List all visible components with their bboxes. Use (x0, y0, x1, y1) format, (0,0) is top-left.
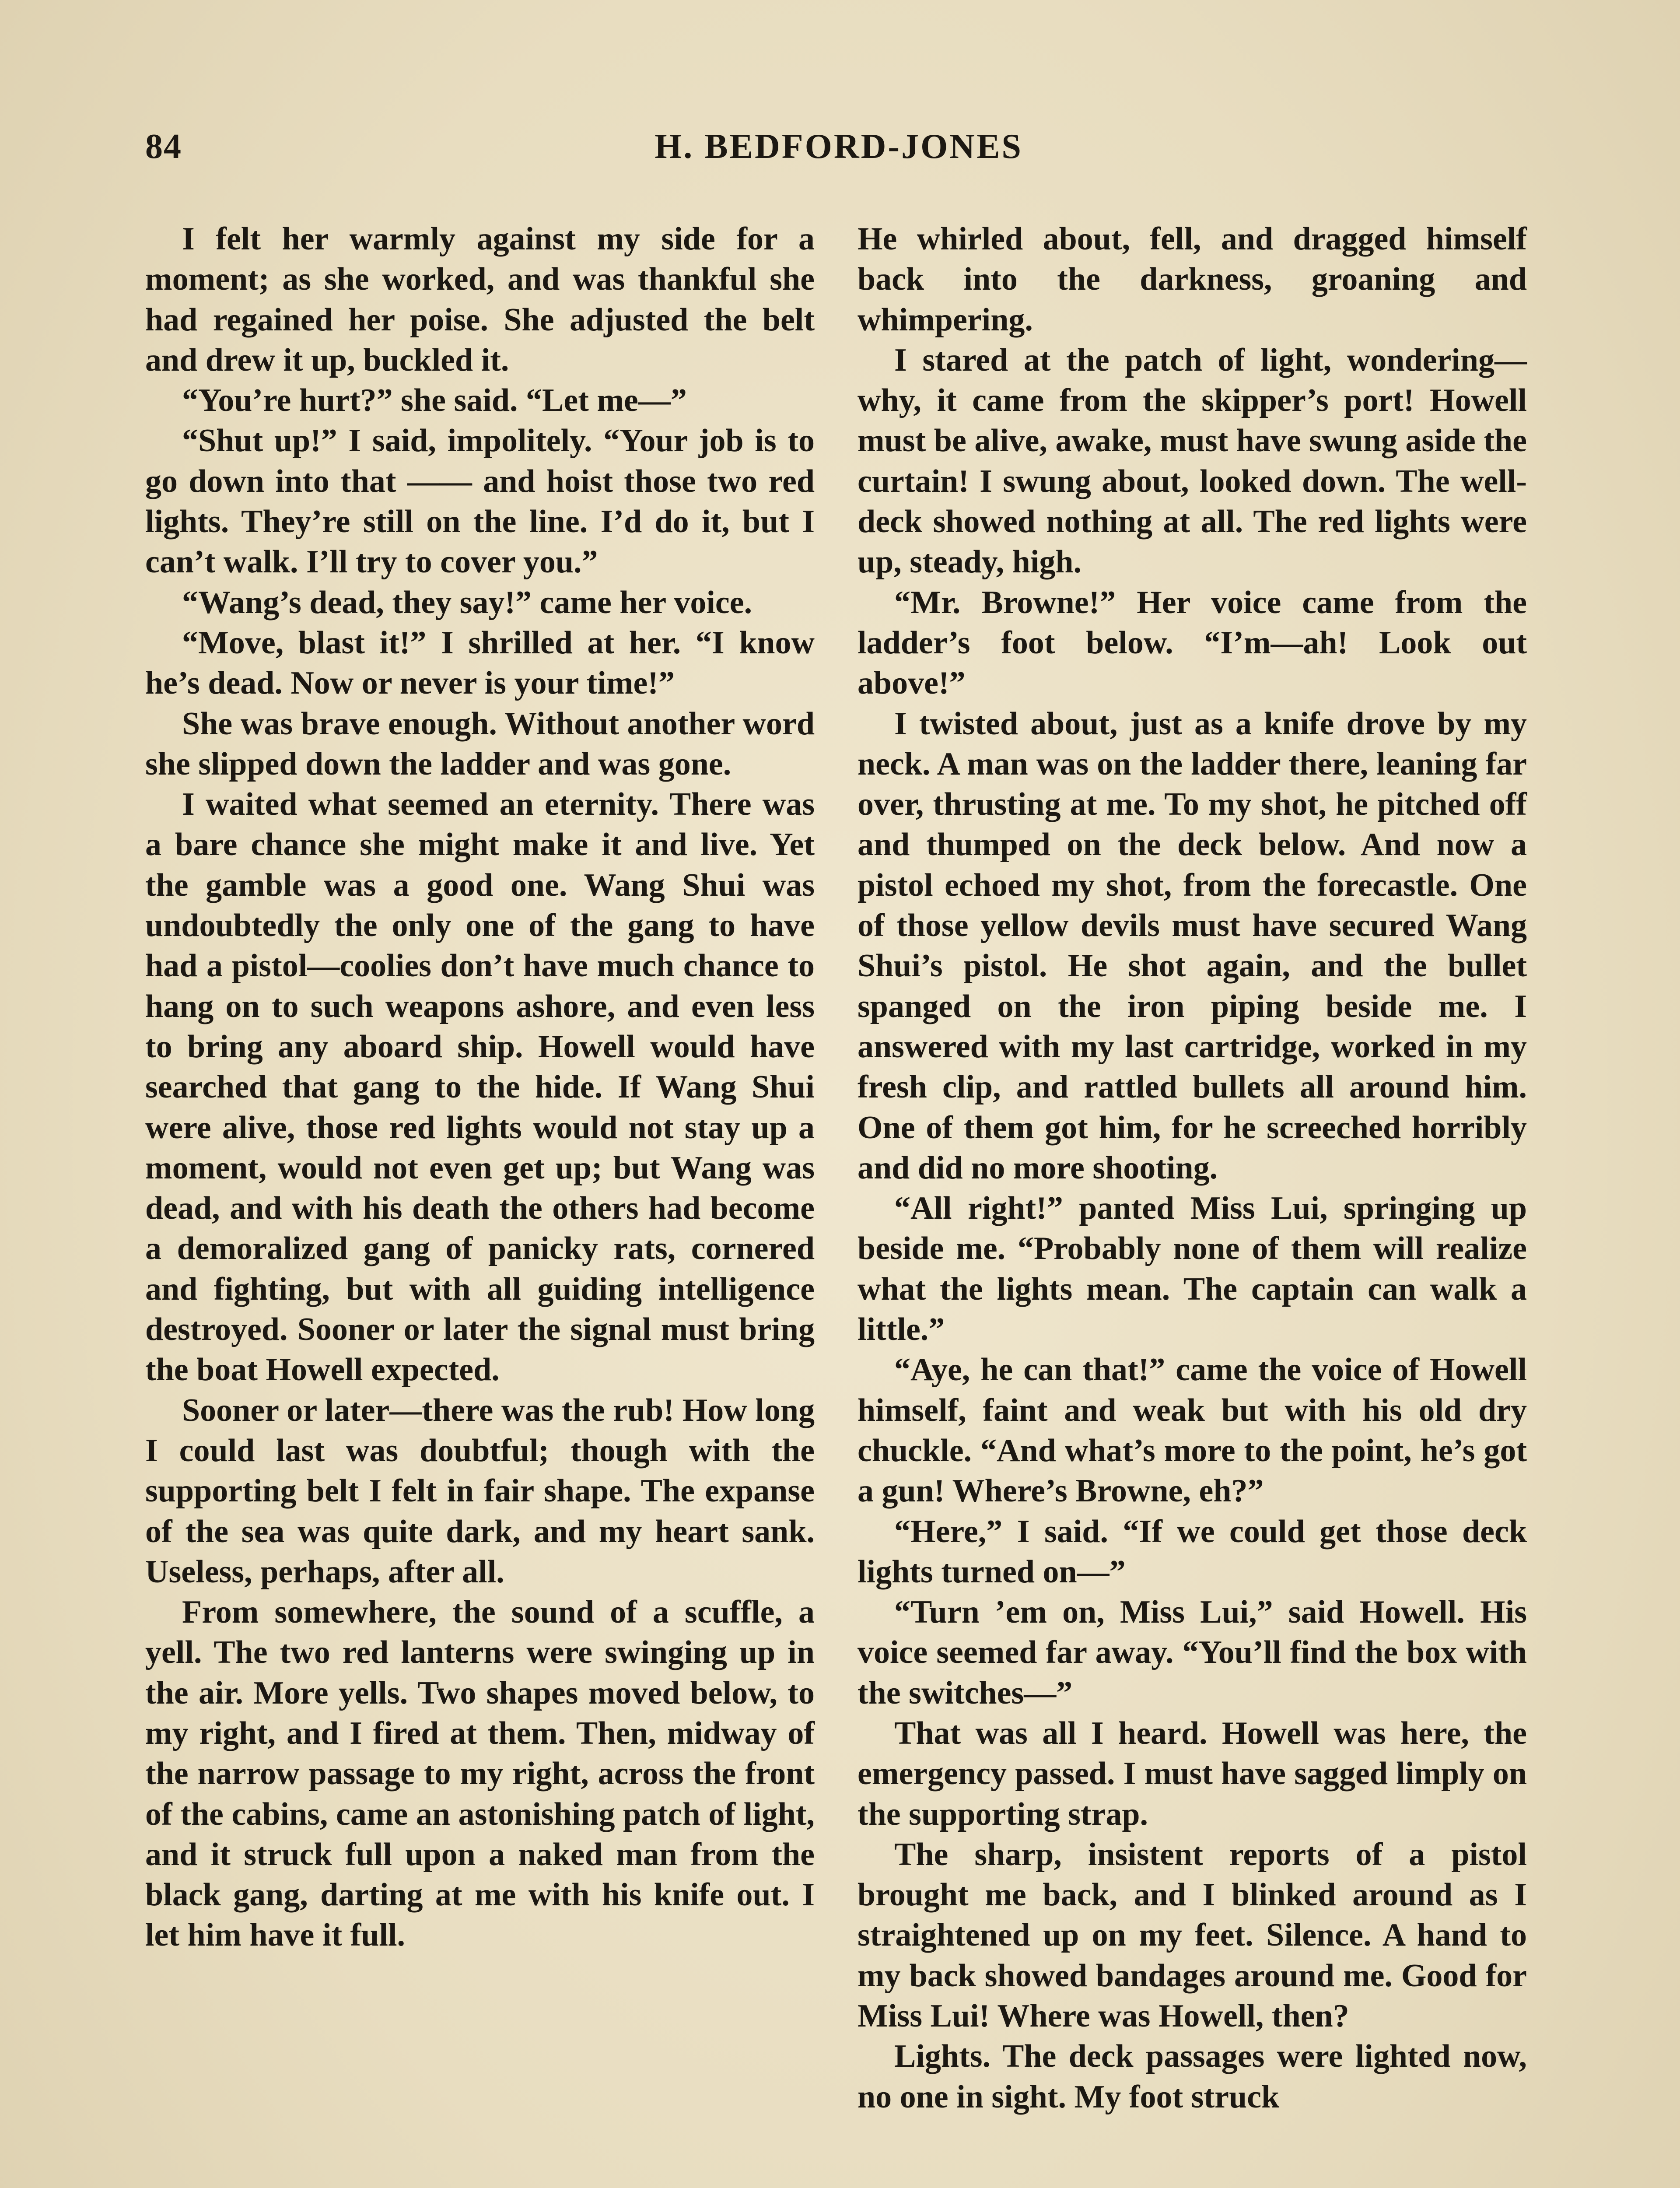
continued-paragraph: He whirled about, fell, and dragged himself back into the darkness, groaning and whimpering. (858, 221, 1527, 338)
running-head: H. BEDFORD-JONES (654, 127, 1023, 166)
paragraph: She was brave enough. Without another word she slipped down the ladder and was gone. (145, 705, 815, 782)
paragraph: Lights. The deck passages were lighted now, no one in sight. My foot struck (858, 2038, 1527, 2115)
paragraph: That was all I heard. Howell was here, the emergency passed. I must have sagged limply on the supporting strap. (858, 1715, 1527, 1832)
paragraph: “You’re hurt?” she said. “Let me—” (182, 382, 687, 419)
paragraph: I twisted about, just as a knife drove by my neck. A man was on the ladder there, leaning far over, thrusting at me. To my shot, he pitched off and thumped on the deck below. And now a pistol echoed my shot, from the forecastle. One of those yellow devils must have secured Wang Shui’s pistol. He shot again, and the bullet spanged on the iron piping beside me. I answered with my last cartridge, worked in my fresh clip, and rattled bullets all around him. One of them got him, for he screeched horribly and did no more shooting. (858, 705, 1527, 1186)
paragraph: “Turn ’em on, Miss Lui,” said Howell. His voice seemed far away. “You’ll find the box with the switches—” (858, 1594, 1527, 1711)
paragraph: Sooner or later—there was the rub! How long I could last was doubtful; though with the supporting belt I felt in fair shape. The expanse of the sea was quite dark, and my heart sank. Useless, perhaps, after all. (145, 1392, 815, 1590)
paragraph: “Here,” I said. “If we could get those deck lights turned on—” (858, 1513, 1527, 1590)
right-column (858, 219, 1527, 2117)
paragraph: “Aye, he can that!” came the voice of Howell himself, faint and weak but with his old dry chuckle. “And what’s more to the point, he’s got a gun! Where’s Browne, eh?” (858, 1352, 1527, 1509)
paragraph: “Shut up!” I said, impolitely. “Your job is to go down into that —— and hoist those two red lights. They’re still on the line. I’d do it, but I can’t walk. I’ll try to cover you.” (145, 423, 815, 580)
paragraph: “All right!” panted Miss Lui, springing up beside me. “Probably none of them will realize what the lights mean. The captain can walk a little.” (858, 1190, 1527, 1348)
paragraph: “Mr. Browne!” Her voice came from the ladder’s foot below. “I’m—ah! Look out above!” (858, 584, 1527, 701)
paragraph: The sharp, insistent reports of a pistol brought me back, and I blinked around as I straightened up on my feet. Silence. A hand to my back showed bandages around me. Good for Miss Lui! Where was Howell, then? (858, 1836, 1527, 2034)
page-header (145, 127, 1532, 188)
paragraph: I felt her warmly against my side for a moment; as she worked, and was thankful she had regained her poise. She adjusted the belt and drew it up, buckled it. (145, 221, 815, 378)
page-number: 84 (145, 127, 182, 166)
paragraph: “Move, blast it!” I shrilled at her. “I know he’s dead. Now or never is your time!” (145, 624, 815, 701)
paragraph: From somewhere, the sound of a scuffle, a yell. The two red lanterns were swinging up in the air. More yells. Two shapes moved below, to my right, and I fired at them. Then, midway of the narrow passage to my right, across the front of the cabins, came an astonishing patch of light, and it struck full upon a naked man from the black gang, darting at me with his knife out. I let him have it full. (145, 1594, 815, 1953)
left-column (145, 219, 815, 1956)
paragraph: “Wang’s dead, they say!” came her voice. (182, 584, 752, 621)
paragraph: I waited what seemed an eternity. There was a bare chance she might make it and live. Yet the gamble was a good one. Wang Shui was undoubtedly the only one of the gang to have had a pistol—coolies don’t have much chance to hang on to such weapons ashore, and even less to bring any aboard ship. Howell would have searched that gang to the hide. If Wang Shui were alive, those red lights would not stay up a moment, would not even get up; but Wang was dead, and with his death the others had become a demoralized gang of panicky rats, cornered and fighting, but with all guiding intelligence destroyed. Sooner or later the signal must bring the boat Howell expected. (145, 786, 815, 1388)
paragraph: I stared at the patch of light, wondering—why, it came from the skipper’s port! Howell must be alive, awake, must have swung aside the curtain! I swung about, looked down. The well-deck showed nothing at all. The red lights were up, steady, high. (858, 342, 1527, 580)
